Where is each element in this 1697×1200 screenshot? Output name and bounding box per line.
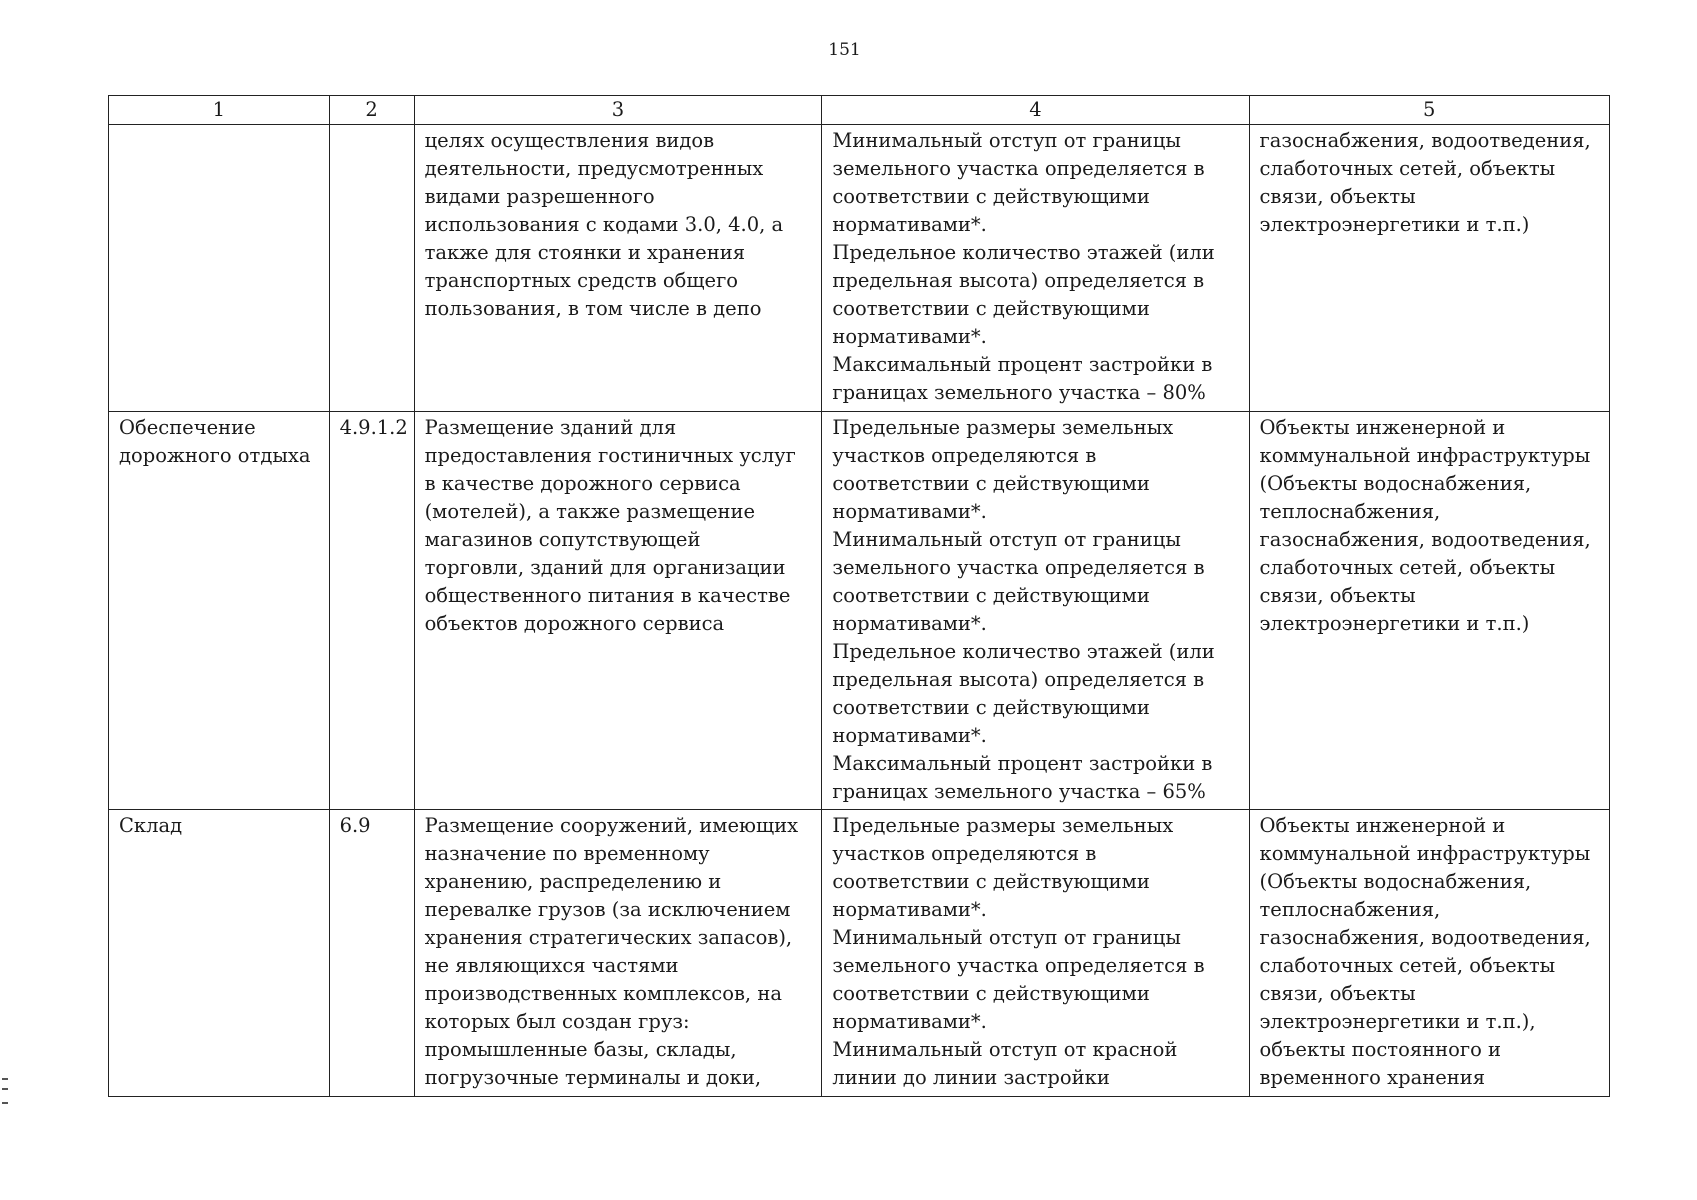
use-code-cell [329,125,414,412]
table-header-row [109,96,1610,125]
column-header-2: 2 [329,96,414,125]
use-code-cell: 6.9 [329,810,414,1097]
column-header-5: 5 [1249,96,1609,125]
auxiliary-objects-cell: Объекты инженерной и коммунальной инфраструктуры (Объекты водоснабжения, теплоснабжения, газоснабжения, водоотведения, слаботочных сетей, объекты связи, объекты электроэнергетики и т.п.), объекты постоянного и временного хранения [1249,810,1609,1097]
page-number: 151 [828,40,861,60]
parameters-cell: Предельные размеры земельных участков определяются в соответствии с действующими нормативами*. Минимальный отступ от границы земельного участка определяется в соответствии с действующими нормативами*. Минимальный отступ от красной линии до линии застройки [822,810,1249,1097]
table-row [109,412,1610,810]
table-row [109,125,1610,412]
use-description-cell: целях осуществления видов деятельности, предусмотренных видами разрешенного использования с кодами 3.0, 4.0, а также для стоянки и хранения транспортных средств общего пользования, в том числе в депо [414,125,822,412]
parameters-cell: Минимальный отступ от границы земельного участка определяется в соответствии с действующими нормативами*. Предельное количество этажей (или предельная высота) определяется в соответствии с действующими нормативами*. Максимальный процент застройки в границах земельного участка – 80% [822,125,1249,412]
column-header-1: 1 [109,96,330,125]
zoning-table [108,95,1610,1097]
auxiliary-objects-cell: газоснабжения, водоотведения, слаботочных сетей, объекты связи, объекты электроэнергетики и т.п.) [1249,125,1609,412]
use-code-cell: 4.9.1.2 [329,412,414,810]
column-header-4: 4 [822,96,1249,125]
table-row [109,810,1610,1097]
auxiliary-objects-cell: Объекты инженерной и коммунальной инфраструктуры (Объекты водоснабжения, теплоснабжения, газоснабжения, водоотведения, слаботочных сетей, объекты связи, объекты электроэнергетики и т.п.) [1249,412,1609,810]
use-description-cell: Размещение зданий для предоставления гостиничных услуг в качестве дорожного сервиса (мотелей), а также размещение магазинов сопутствующей торговли, зданий для организации общественного питания в качестве объектов дорожного сервиса [414,412,822,810]
use-description-cell: Размещение сооружений, имеющих назначение по временному хранению, распределению и перевалке грузов (за исключением хранения стратегических запасов), не являющихся частями производственных комплексов, на которых был создан груз: промышленные базы, склады, погрузочные терминалы и доки, [414,810,822,1097]
use-name-cell: Склад [109,810,330,1097]
column-header-3: 3 [414,96,822,125]
use-name-cell: Обеспечение дорожного отдыха [109,412,330,810]
parameters-cell: Предельные размеры земельных участков определяются в соответствии с действующими нормативами*. Минимальный отступ от границы земельного участка определяется в соответствии с действующими нормативами*. Предельное количество этажей (или предельная высота) определяется в соответствии с действующими нормативами*. Максимальный процент застройки в границах земельного участка – 65% [822,412,1249,810]
scan-margin-mark [2,1078,8,1104]
use-name-cell [109,125,330,412]
